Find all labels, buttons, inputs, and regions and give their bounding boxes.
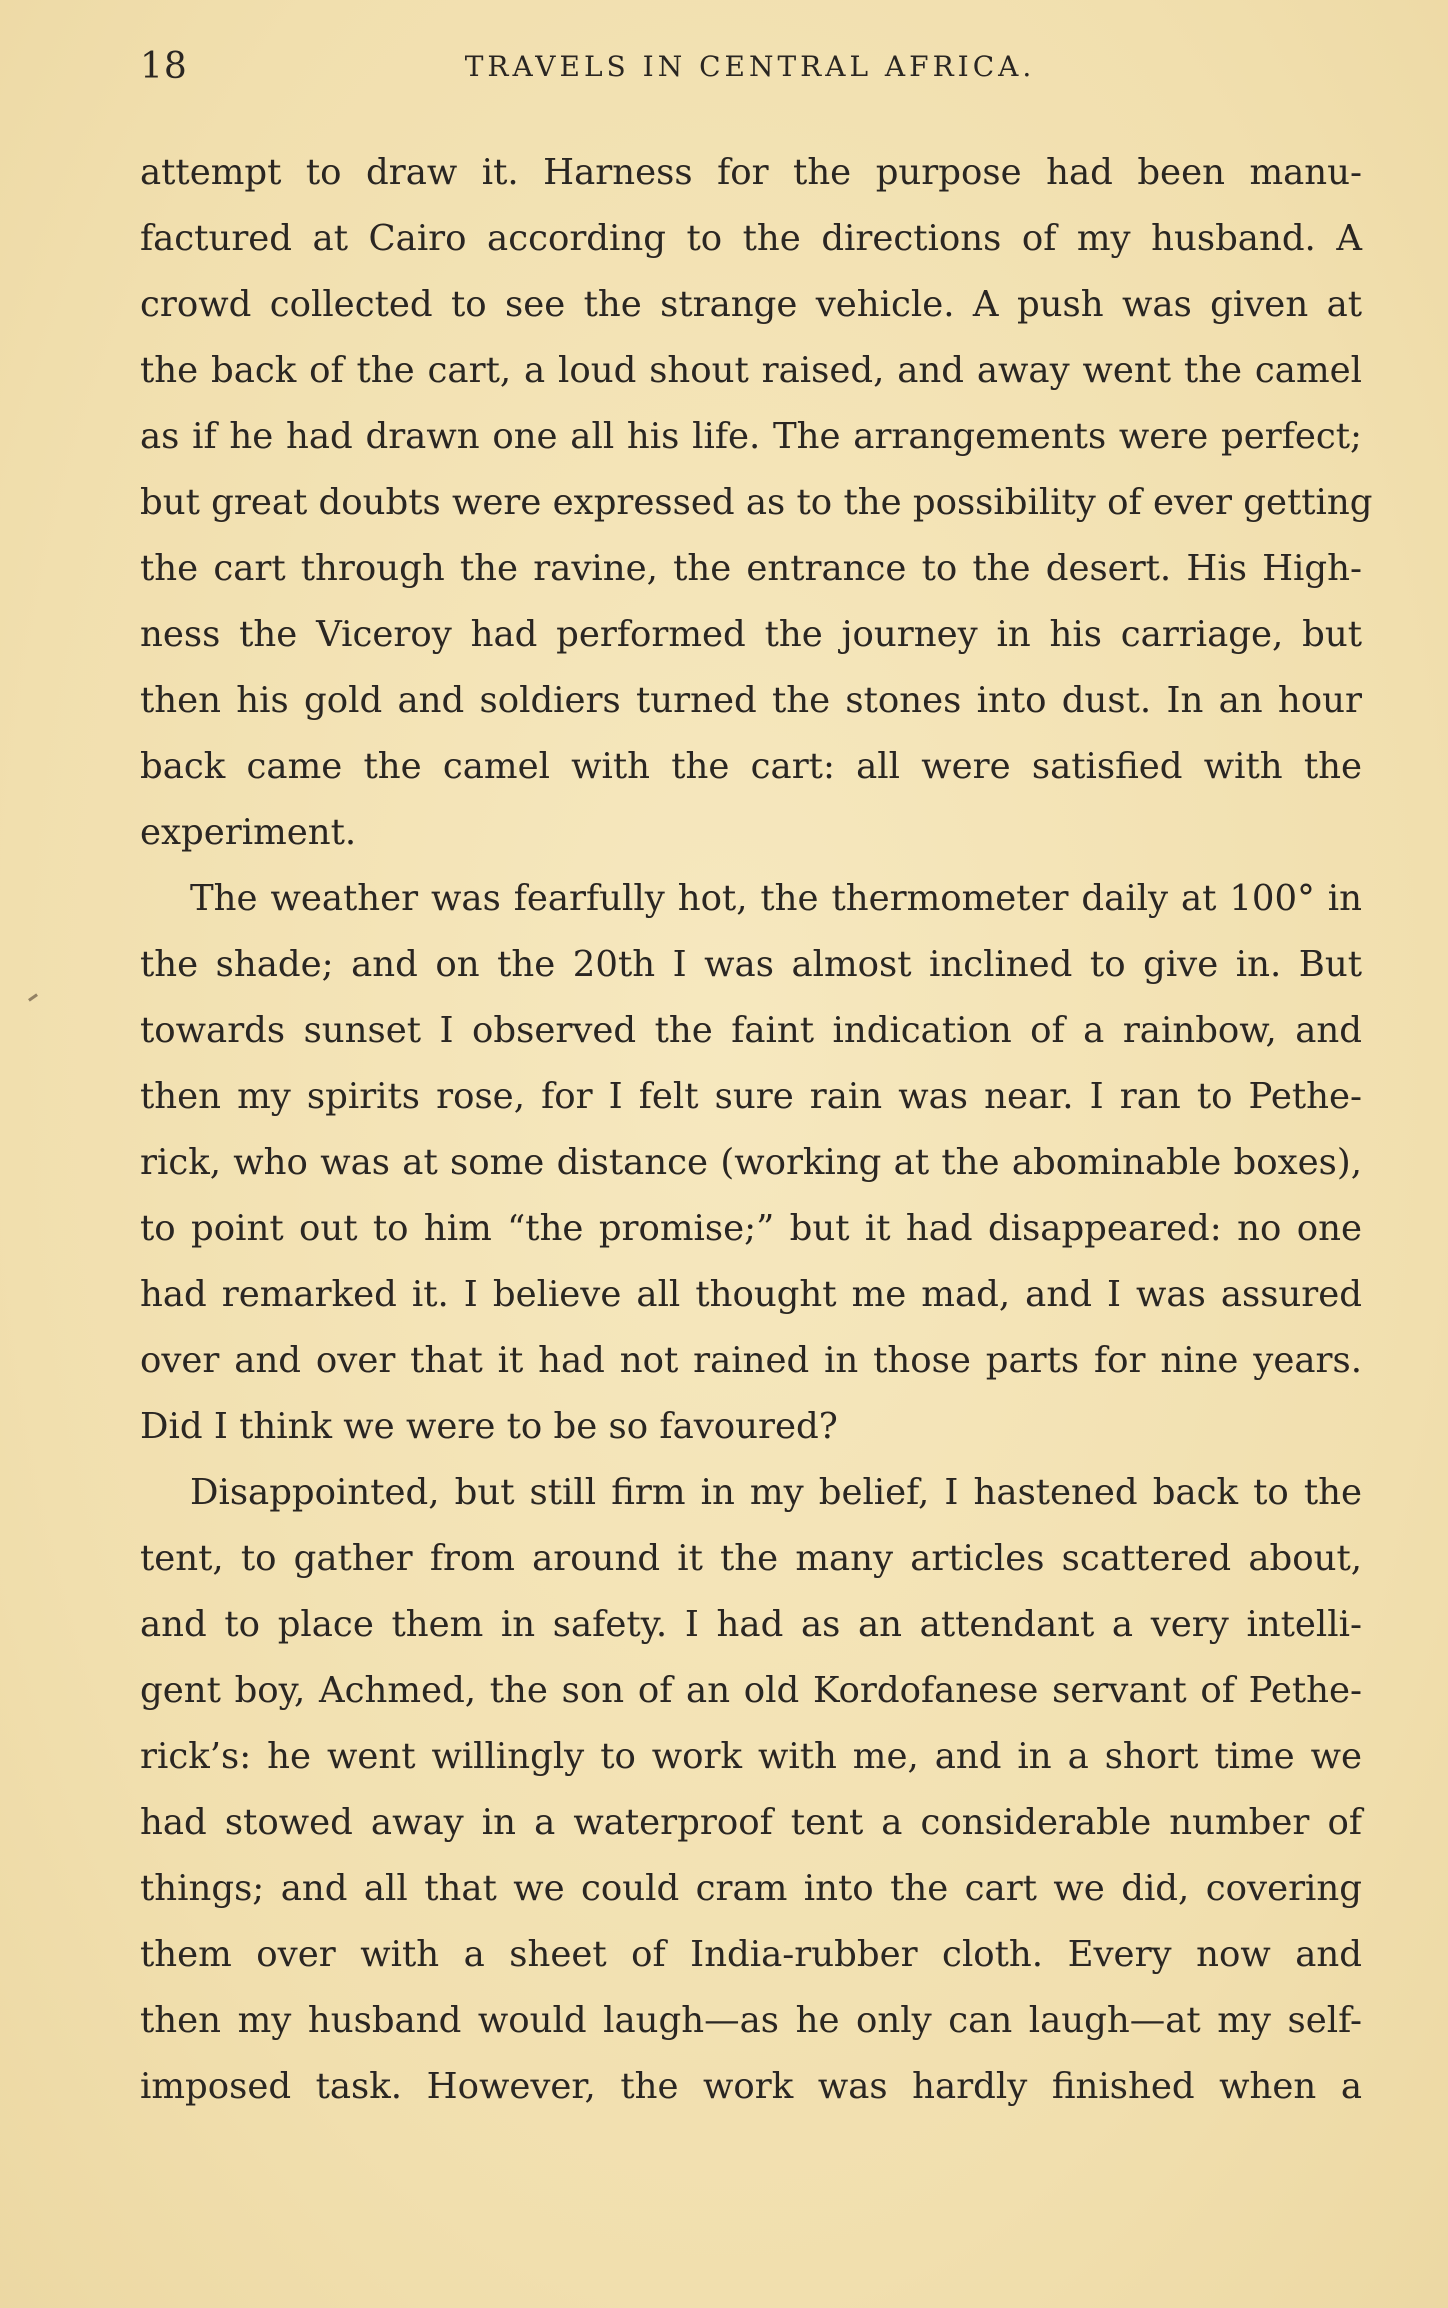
text-line: back came the camel with the cart: all were satisfied with the: [140, 746, 1362, 787]
text-line: and to place them in safety. I had as an attendant a very intelli-: [140, 1604, 1362, 1645]
text-line: but great doubts were expressed as to the possibility of ever getting: [140, 482, 1373, 523]
text-line: then his gold and soldiers turned the stones into dust. In an hour: [140, 680, 1362, 721]
text-line: rick’s: he went willingly to work with me, and in a short time we: [140, 1736, 1362, 1777]
text-line: attempt to draw it. Harness for the purpose had been manu-: [140, 152, 1362, 193]
text-line: crowd collected to see the strange vehicle. A push was given at: [140, 284, 1362, 325]
text-line: to point out to him “the promise;” but it had disappeared: no one: [140, 1208, 1362, 1249]
text-line: Disappointed, but still firm in my belief, I hastened back to the: [190, 1472, 1362, 1513]
stray-ink-mark: [28, 993, 38, 1001]
running-title: TRAVELS IN CENTRAL AFRICA.: [464, 50, 1036, 83]
text-line: the back of the cart, a loud shout raised, and away went the camel: [140, 350, 1362, 391]
text-line: things; and all that we could cram into the cart we did, covering: [140, 1868, 1362, 1909]
text-line: tent, to gather from around it the many articles scattered about,: [140, 1538, 1362, 1579]
text-line: imposed task. However, the work was hardly finished when a: [140, 2066, 1362, 2107]
text-line: The weather was fearfully hot, the thermometer daily at 100° in: [190, 878, 1362, 919]
text-line: Did I think we were to be so favoured?: [140, 1406, 838, 1447]
text-line: gent boy, Achmed, the son of an old Kordofanese servant of Pethe-: [140, 1670, 1362, 1711]
text-line: then my husband would laugh—as he only can laugh—at my self-: [140, 2000, 1362, 2041]
paragraph-2: [140, 866, 1362, 1460]
text-line: towards sunset I observed the faint indication of a rainbow, and: [140, 1010, 1362, 1051]
body-text: [140, 140, 1373, 2120]
text-line: the shade; and on the 20th I was almost inclined to give in. But: [140, 944, 1362, 985]
paragraph-3: [140, 1460, 1362, 2120]
text-line: rick, who was at some distance (working at the abominable boxes),: [140, 1142, 1362, 1183]
running-head: [140, 46, 1360, 96]
text-line: experiment.: [140, 812, 357, 853]
text-line: over and over that it had not rained in those parts for nine years.: [140, 1340, 1362, 1381]
text-line: them over with a sheet of India-rubber cloth. Every now and: [140, 1934, 1362, 1975]
text-line: had stowed away in a waterproof tent a considerable number of: [140, 1802, 1362, 1843]
page-number: 18: [140, 46, 188, 87]
text-line: the cart through the ravine, the entrance to the desert. His High-: [140, 548, 1362, 589]
text-line: factured at Cairo according to the directions of my husband. A: [140, 218, 1362, 259]
text-line: as if he had drawn one all his life. The arrangements were perfect;: [140, 416, 1362, 457]
paragraph-1: [140, 140, 1373, 866]
text-line: then my spirits rose, for I felt sure rain was near. I ran to Pethe-: [140, 1076, 1362, 1117]
text-line: ness the Viceroy had performed the journey in his carriage, but: [140, 614, 1362, 655]
text-line: had remarked it. I believe all thought me mad, and I was assured: [140, 1274, 1362, 1315]
